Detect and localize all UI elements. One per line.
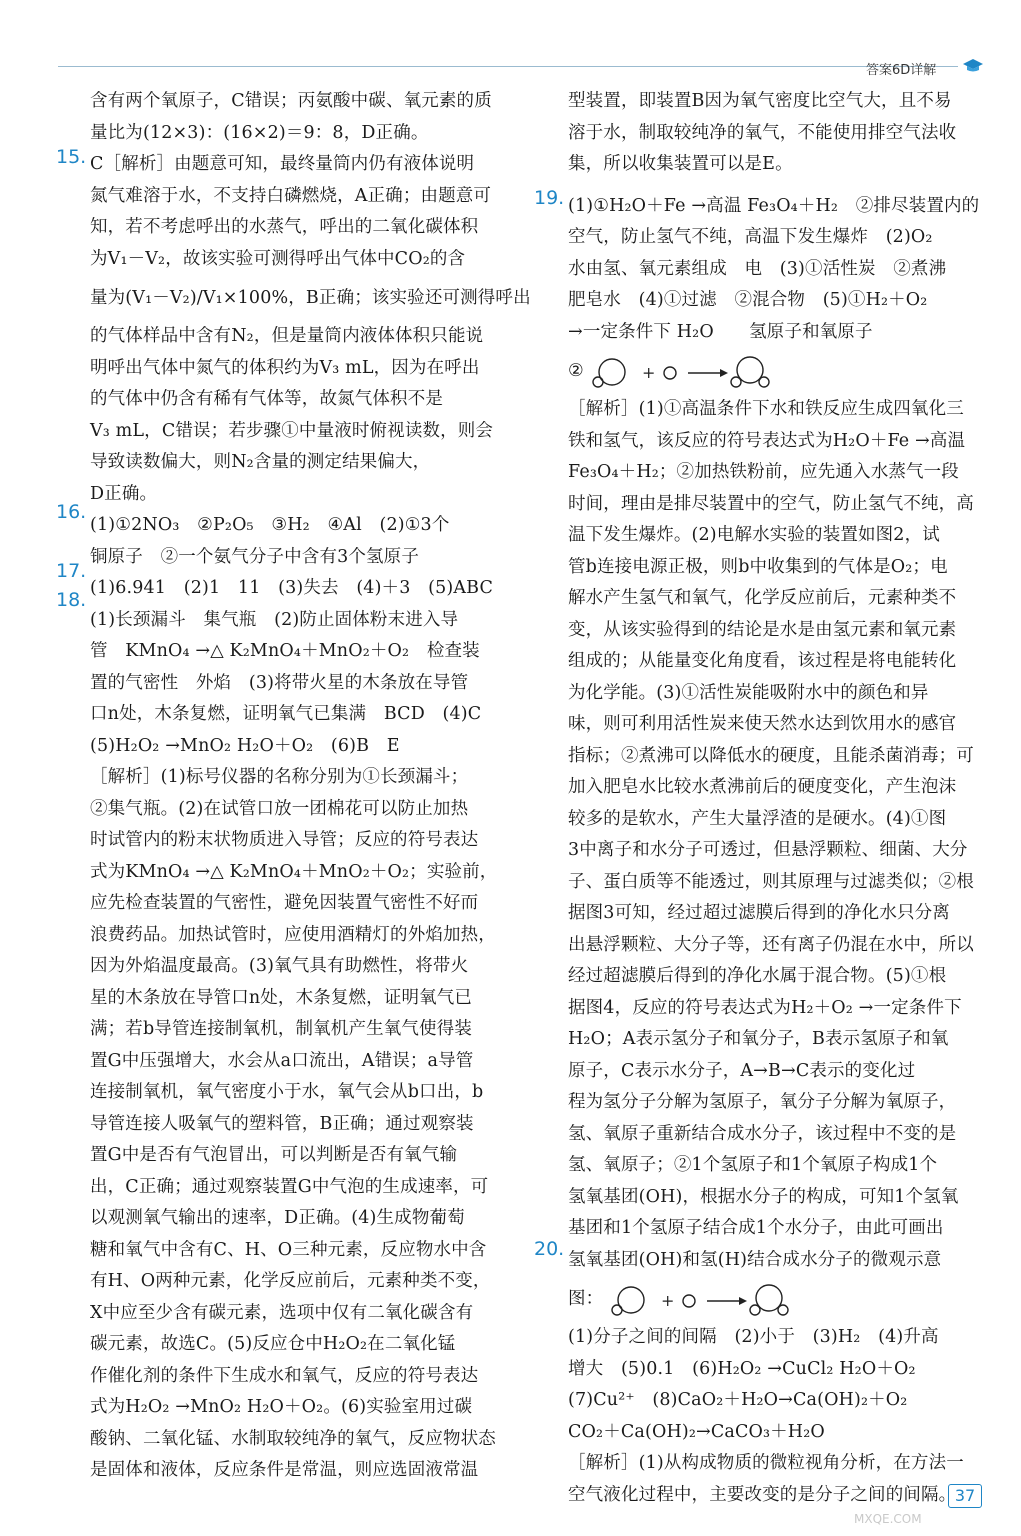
text-line: 子、蛋白质等不能透过，则其原理与过滤类似；②根 [568, 871, 974, 892]
header-label: 答案6D详解 [866, 63, 937, 78]
text-line: Fe₃O₄＋H₂；②加热铁粉前，应先通入水蒸气一段 [568, 462, 959, 482]
diagram-label: 图： [568, 1289, 604, 1309]
text-line: 味，则可利用活性炭来使天然水达到饮用水的感官 [568, 714, 957, 734]
text-line: CO₂＋Ca(OH)₂→CaCO₃＋H₂O [568, 1421, 825, 1442]
question-number-19: 19. [534, 187, 565, 209]
text-line: 氢、氧原子重新结合成水分子，该过程中不变的是 [568, 1123, 957, 1144]
text-line: (5)H₂O₂ →MnO₂ H₂O＋O₂ (6)B E [90, 735, 400, 756]
text-line: 增大 (5)0.1 (6)H₂O₂ →CuCl₂ H₂O＋O₂ [568, 1358, 916, 1379]
text-line: 3中离子和水分子可透过，但悬浮颗粒、细菌、大分 [568, 840, 968, 860]
text-line: 作催化剂的条件下生成水和氧气，反应的符号表达 [90, 1365, 479, 1386]
text-line: 酸钠、二氧化锰、水制取较纯净的氧气，反应物状态 [90, 1428, 496, 1449]
text-line: 以观测氧气输出的速率，D正确。(4)生成物葡萄 [90, 1208, 465, 1228]
molecule-diagram-explanation [609, 1280, 799, 1320]
text-line: 应先检查装置的气密性，避免因装置气密性不好而 [90, 893, 479, 913]
text-line: 出，C正确；通过观察装置G中气泡的生成速率，可 [90, 1176, 489, 1197]
text-line: 氢氧基团(OH)，根据水分子的构成，可知1个氢氧 [568, 1186, 959, 1207]
svg-text:+: + [641, 362, 656, 382]
text-line: 置G中是否有气泡冒出，可以判断是否有氧气输 [90, 1145, 458, 1165]
diagram-label: ② [568, 361, 584, 381]
watermark-logo: MXQE.COM [854, 1512, 922, 1526]
header-rule [58, 66, 958, 67]
text-line: 较多的是软水，产生大量浮渣的是硬水。(4)①图 [568, 808, 947, 829]
svg-text:+: + [661, 1290, 675, 1310]
text-line: 指标；②煮沸可以降低水的硬度，且能杀菌消毒；可 [568, 745, 974, 766]
text-line: (7)Cu²⁺ (8)CaO₂＋H₂O→Ca(OH)₂＋O₂ [568, 1390, 908, 1410]
text-line: 明呼出气体中氮气的体积约为V₃ mL，因为在呼出 [90, 357, 480, 378]
text-line: (1)①2NO₃ ②P₂O₅ ③H₂ ④Al (2)①3个 [90, 515, 450, 535]
text-line: →一定条件下 H₂O 氢原子和氧原子 [568, 321, 873, 342]
text-line: 水由氢、氧元素组成 电 (3)①活性炭 ②煮沸 [568, 258, 947, 279]
molecule-diagram-row [568, 348, 984, 394]
text-line: (1)6.941 (2)1 11 (3)失去 (4)＋3 (5)ABC [90, 578, 494, 598]
text-line: 变，从该实验得到的结论是水是由氢元素和氧元素 [568, 619, 957, 640]
text-line: H₂O；A表示氢分子和氧分子，B表示氢原子和氧 [568, 1029, 949, 1049]
text-line: 经过超滤膜后得到的净化水属于混合物。(5)①根 [568, 966, 947, 986]
text-line: ［解析］(1)标号仪器的名称分别为①长颈漏斗； [90, 767, 469, 787]
text-line: 氮气难溶于水，不支持白磷燃烧，A正确；由题意可 [90, 185, 492, 206]
text-line: 量比为(12×3)：(16×2)＝9：8，D正确。 [90, 122, 429, 143]
text-line: (1)分子之间的间隔 (2)小于 (3)H₂ (4)升高 [568, 1327, 939, 1347]
question-number-17: 17. [56, 560, 87, 582]
text-line: 置的气密性 外焰 (3)将带火星的木条放在导管 [90, 672, 469, 693]
text-line: 是固体和液体，反应条件是常温，则应选固液常温 [90, 1460, 479, 1480]
text-line: 解水产生氢气和氧气，化学反应前后，元素种类不 [568, 588, 957, 608]
text-line: 式为H₂O₂ →MnO₂ H₂O＋O₂。(6)实验室用过碳 [90, 1397, 473, 1417]
text-line: 型装置，即装置B因为氧气密度比空气大，且不易 [568, 91, 952, 111]
text-line: 原子，C表示水分子，A→B→C表示的变化过 [568, 1060, 916, 1081]
page-number: 37 [948, 1484, 982, 1508]
text-line: 为V₁－V₂，故该实验可测得呼出气体中CO₂的含 [90, 248, 466, 269]
text-line: 的气体样品中含有N₂，但是量筒内液体体积只能说 [90, 326, 484, 346]
right-column [568, 86, 984, 1511]
text-line: 氢氧基团(OH)和氢(H)结合成水分子的微观示意 [568, 1249, 942, 1270]
question-number-15: 15. [56, 146, 87, 168]
text-line: C［解析］由题意可知，最终量筒内仍有液体说明 [90, 154, 475, 174]
text-line: 连接制氧机，氧气密度小于水，氧气会从b口出，b [90, 1082, 484, 1102]
text-line: 知，若不考虑呼出的水蒸气，呼出的二氧化碳体积 [90, 217, 479, 237]
text-line: 集，所以收集装置可以是E。 [568, 154, 793, 174]
text-line: ［解析］(1)从构成物质的微粒视角分析，在方法一 [568, 1453, 964, 1473]
question-number-20: 20. [534, 1238, 565, 1260]
text-line: 浪费药品。加热试管时，应使用酒精灯的外焰加热， [90, 924, 496, 945]
text-line: 星的木条放在导管口n处，木条复燃，证明氧气已 [90, 987, 473, 1008]
text-line: 据图3可知，经过超过滤膜后得到的净化水只分离 [568, 903, 950, 923]
text-line: 溶于水，制取较纯净的氧气，不能使用排空气法收 [568, 122, 957, 143]
text-line: 碳元素，故选C。(5)反应仓中H₂O₂在二氧化锰 [90, 1334, 456, 1354]
text-line: 铁和氢气，该反应的符号表达式为H₂O＋Fe →高温 [568, 430, 966, 451]
text-line: 时间，理由是排尽装置中的空气，防止氢气不纯，高 [568, 493, 974, 514]
question-number-18: 18. [56, 589, 87, 611]
text-line: 式为KMnO₄ →△ K₂MnO₄＋MnO₂＋O₂；实验前， [90, 861, 498, 882]
text-line: 含有两个氧原子，C错误；丙氨酸中碳、氧元素的质 [90, 91, 492, 111]
text-line: 导管连接人吸氧气的塑料管，B正确；通过观察装 [90, 1113, 474, 1134]
molecule-diagram-answer [590, 352, 780, 392]
text-line: 满；若b导管连接制氧机，制氧机产生氧气使得装 [90, 1019, 473, 1039]
text-line: 管b连接电源正极，则b中收集到的气体是O₂；电 [568, 556, 948, 577]
text-line: 的气体中仍含有稀有气体等，故氮气体积不是 [90, 389, 443, 409]
text-line: 口n处，木条复燃，证明氧气已集满 BCD (4)C [90, 704, 482, 724]
text-line: 据图4，反应的符号表达式为H₂＋O₂ →一定条件下 [568, 997, 962, 1018]
text-line: 空气，防止氢气不纯，高温下发生爆炸 (2)O₂ [568, 227, 933, 247]
text-line: D正确。 [90, 483, 158, 504]
text-line: 出悬浮颗粒、大分子等，还有离子仍混在水中，所以 [568, 934, 974, 955]
text-line: 加入肥皂水比较水煮沸前后的硬度变化，产生泡沫 [568, 777, 957, 797]
text-line: 因为外焰温度最高。(3)氧气具有助燃性，将带火 [90, 956, 469, 976]
text-line: ②集气瓶。(2)在试管口放一团棉花可以防止加热 [90, 798, 469, 819]
left-column [90, 86, 531, 1487]
text-line: 肥皂水 (4)①过滤 ②混合物 (5)①H₂＋O₂ [568, 290, 928, 310]
text-line: 组成的；从能量变化角度看，该过程是将电能转化 [568, 651, 957, 671]
text-line: 置G中压强增大，水会从a口流出，A错误；a导管 [90, 1050, 474, 1071]
text-line: 量为(V₁－V₂)/V₁×100%，B正确；该实验还可测得呼出 [90, 288, 531, 308]
text-line: 时试管内的粉末状物质进入导管；反应的符号表达 [90, 830, 479, 850]
text-line: 温下发生爆炸。(2)电解水实验的装置如图2，试 [568, 525, 940, 545]
text-line: V₃ mL，C错误；若步骤①中量液时俯视读数，则会 [90, 420, 494, 441]
text-line: 导致读数偏大，则N₂含量的测定结果偏大， [90, 452, 431, 472]
text-line: (1)长颈漏斗 集气瓶 (2)防止固体粉末进入导 [90, 609, 459, 630]
text-line: 程为氢分子分解为氢原子，氧分子分解为氧原子， [568, 1092, 957, 1112]
text-line: 氢、氧原子；②1个氢原子和1个氧原子构成1个 [568, 1155, 938, 1175]
text-line: ［解析］(1)①高温条件下水和铁反应生成四氧化三 [568, 399, 964, 419]
molecule-diagram-row-2 [568, 1276, 984, 1322]
question-number-16: 16. [56, 501, 87, 523]
text-line: 空气液化过程中，主要改变的是分子之间的间隔。 [568, 1484, 957, 1505]
text-line: (1)①H₂O＋Fe →高温 Fe₃O₄＋H₂ ②排尽装置内的 [568, 195, 980, 216]
text-line: X中应至少含有碳元素，选项中仅有二氧化碳含有 [90, 1302, 474, 1323]
text-line: 有H、O两种元素，化学反应前后，元素种类不变， [90, 1271, 491, 1291]
text-line: 铜原子 ②一个氨气分子中含有3个氢原子 [90, 546, 419, 567]
text-line: 糖和氧气中含有C、H、O三种元素，反应物水中含 [90, 1239, 487, 1260]
text-line: 为化学能。(3)①活性炭能吸附水中的颜色和异 [568, 682, 929, 703]
graduation-cap-icon [962, 58, 984, 74]
text-line: 管 KMnO₄ →△ K₂MnO₄＋MnO₂＋O₂ 检查装 [90, 641, 480, 661]
text-line: 基团和1个氢原子结合成1个水分子，由此可画出 [568, 1218, 944, 1238]
